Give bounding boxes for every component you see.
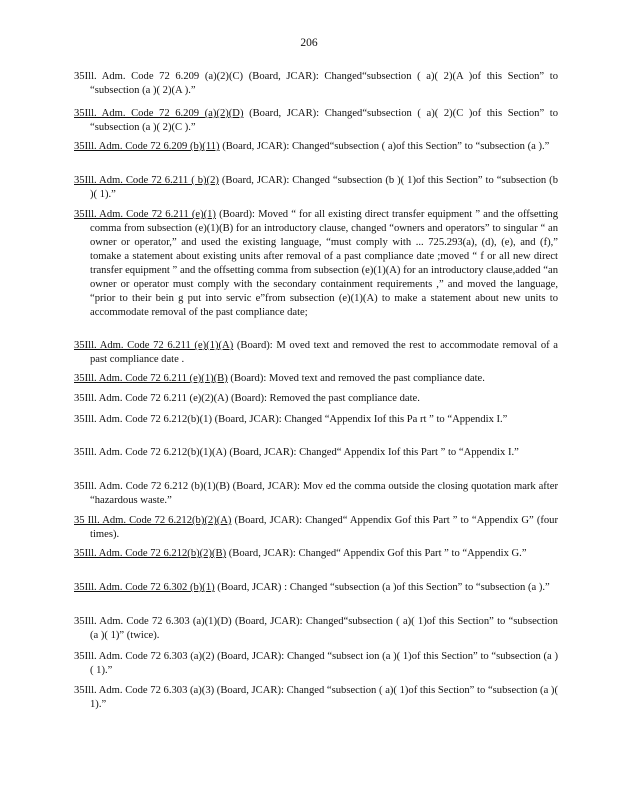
- entry-citation: 35Ill. Adm. Code 72 6.211 (e)(1): [74, 209, 216, 220]
- amendment-entry: [74, 208, 558, 320]
- amendment-entry: [74, 615, 558, 643]
- amendment-entry: [74, 547, 558, 561]
- entry-citation: 35Ill. Adm. Code 72 6.209 (a)(2)(D): [74, 108, 244, 119]
- entry-text: (Board): Moved “ for all existing direct transfer equipment ” and the offsetting comma from subsection (e)(1)(B) for an introductory clause, changed “owners and operators” to singular “ an owner or operator,” and used the existing language, “must comply with ... 725.293(a), (d), (e), and (f),” tomake a statement about existing units after removal of a past compliance date ;moved “ f or all new direct transfer equipment ” and the offsetting comma from subsection (e)(1)(A) for an introductory clause,added “an owner or operator must comply with the secondary containment requirements ,” and moved the language, “prior to their bein g put into servic e”from subsection (e)(1)(A) to make a statement about new units to accommodate removal of the past compliance date;: [90, 209, 558, 318]
- amendment-entry: [74, 446, 558, 460]
- entry-citation: 35Ill. Adm. Code 72 6.303 (a)(3): [74, 685, 215, 696]
- page-number: 206: [300, 37, 318, 49]
- entry-text: (Board, JCAR): Changed“subsection ( a)( 2)(A )of this Section” to “subsection (a )( 2)(A ).”: [90, 71, 558, 96]
- entry-citation: 35Ill. Adm. Code 72 6.211 (e)(1)(A): [74, 340, 234, 351]
- amendment-entry: [74, 514, 558, 542]
- entry-text: (Board, JCAR): Changed “subsection ( a)( 1)of this Section” to “subsection (a )( 1).”: [90, 685, 558, 710]
- amendment-entry: [74, 413, 558, 427]
- amendment-entry: [74, 140, 558, 154]
- entry-text: (Board, JCAR) : Changed “subsection (a )of this Section” to “subsection (a ).”: [214, 582, 550, 593]
- entry-text: (Board, JCAR): Changed“subsection ( a)( 2)(C )of this Section” to “subsection (a )( 2)(C ).”: [90, 108, 559, 133]
- entry-text: (Board, JCAR): Changed“ Appendix Iof this Part ” to “Appendix I.”: [226, 447, 519, 458]
- entry-citation: 35Ill. Adm. Code 72 6.209 (b)(11): [74, 141, 220, 152]
- entry-citation: 35Ill. Adm. Code 72 6.211 ( b)(2): [74, 175, 219, 186]
- entry-citation: 35Ill. Adm. Code 72 6.212(b)(1): [74, 414, 212, 425]
- amendment-entry: [74, 581, 558, 595]
- entry-citation: 35Ill. Adm. Code 72 6.211 (e)(1)(B): [74, 373, 228, 384]
- entry-citation: 35 Ill. Adm. Code 72 6.212(b)(2)(A): [74, 515, 232, 526]
- entry-text: (Board): Moved text and removed the past compliance date.: [227, 373, 485, 384]
- entry-text: (Board): Removed the past compliance date.: [228, 393, 420, 404]
- entry-citation: 35Ill. Adm. Code 72 6.212(b)(1)(A): [74, 447, 227, 458]
- entry-citation: 35Ill. Adm. Code 72 6.212(b)(2)(B): [74, 548, 227, 559]
- entry-text: (Board, JCAR): Changed “Appendix Iof this Pa rt ” to “Appendix I.”: [212, 414, 508, 425]
- entry-text: (Board, JCAR): Changed “subsect ion (a )( 1)of this Section” to “subsection (a )( 1).”: [90, 651, 558, 676]
- amendment-entry: [74, 392, 558, 406]
- amendment-entry: [74, 339, 558, 367]
- entry-citation: 35Ill. Adm. Code 72 6.211 (e)(2)(A): [74, 393, 229, 404]
- amendment-entry: [74, 650, 558, 678]
- amendment-entry: [74, 480, 558, 508]
- entry-citation: 35Ill. Adm. Code 72 6.209 (a)(2)(C): [74, 71, 244, 82]
- entry-text: (Board, JCAR): Changed“ Appendix Gof this Part ” to “Appendix G” (four times).: [90, 515, 559, 540]
- amendment-entry: [74, 107, 558, 135]
- amendment-entry: [74, 684, 558, 712]
- entry-text: (Board, JCAR): Changed“subsection ( a)of this Section” to “subsection (a ).”: [219, 141, 550, 152]
- entry-citation: 35Ill. Adm. Code 72 6.302 (b)(1): [74, 582, 215, 593]
- entry-text: (Board): M oved text and removed the rest to accommodate removal of a past compliance date .: [90, 340, 558, 365]
- entry-citation: 35Ill. Adm. Code 72 6.303 (a)(2): [74, 651, 215, 662]
- entry-text: (Board, JCAR): Changed“ Appendix Gof this Part ” to “Appendix G.”: [226, 548, 527, 559]
- entry-citation: 35Ill. Adm. Code 72 6.212 (b)(1)(B): [74, 481, 230, 492]
- entry-text: (Board, JCAR): Changed“subsection ( a)( 1)of this Section” to “subsection (a )( 1)” (twice).: [90, 616, 558, 641]
- entry-text: (Board, JCAR): Mov ed the comma outside the closing quotation mark after “hazardous waste.”: [90, 481, 558, 506]
- entry-citation: 35Ill. Adm. Code 72 6.303 (a)(1)(D): [74, 616, 232, 627]
- amendment-entry: [74, 372, 558, 386]
- entry-text: (Board, JCAR): Changed “subsection (b )( 1)of this Section” to “subsection (b )( 1).”: [90, 175, 558, 200]
- amendment-entry: [74, 70, 558, 98]
- amendment-entry: [74, 174, 558, 202]
